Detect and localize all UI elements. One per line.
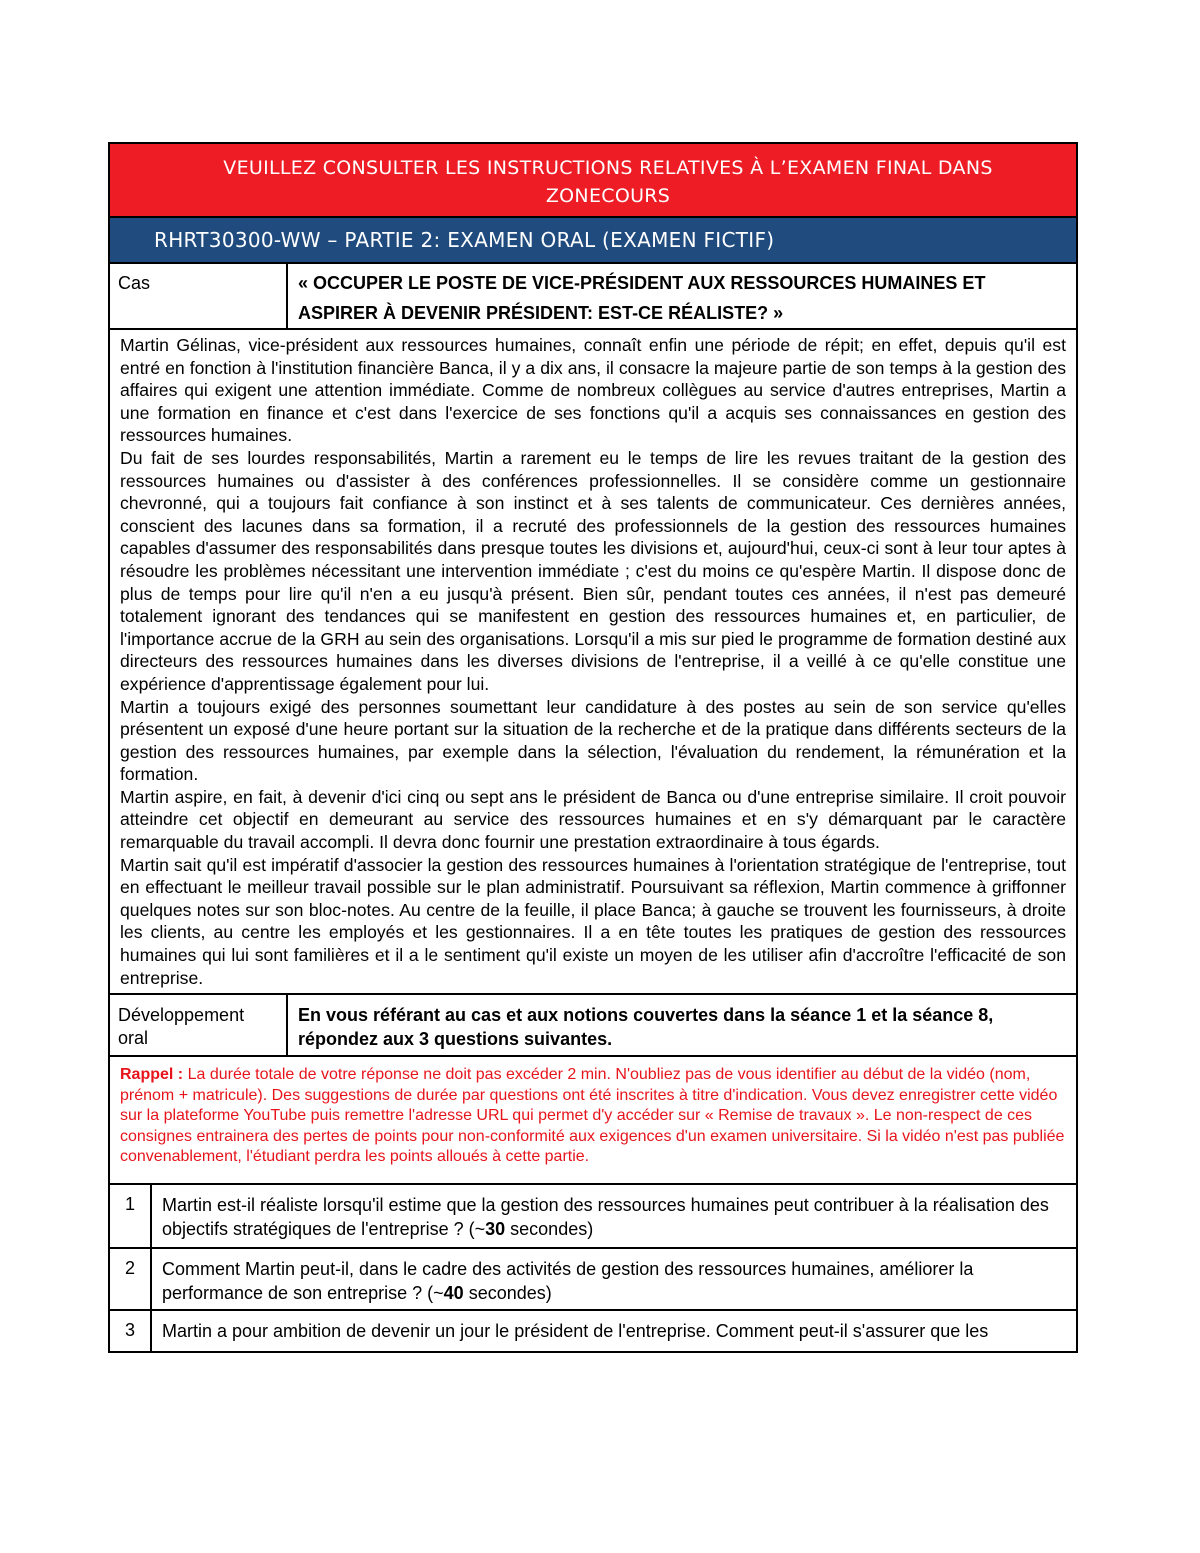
case-paragraph: Du fait de ses lourdes responsabilités, Martin a rarement eu le temps de lire les revues traitant de la gestion des ressources humaines ou d'assister à des conférences professionnelles. Il se considère comme un gestionnaire chevronné, qui a toujours fait confiance à son instinct et à ses talents de communicateur. Ces dernières années, conscient des lacunes dans sa formation, il a recruté des professionnels de la gestion des ressources humaines capables d'assumer des responsabilités dans presque toutes les divisions et, aujourd'hui, ceux-ci sont à leur tour aptes à résoudre les problèmes nécessitant une intervention immédiate ; c'est du moins ce qu'espère Martin. Il dispose donc de plus de temps pour lire qu'il n'en a eu jusqu'à présent. Bien sûr, pendant toutes ces années, il n'est pas demeuré totalement ignorant des tendances qui se manifestent en gestion des ressources humaines et, en particulier, de l'importance accrue de la GRH au sein des organisations. Lorsqu'il a mis sur pied le programme de formation destiné aux directeurs des ressources humaines dans les diverses divisions de l'entreprise, il a veillé à ce qu'elle constitue une expérience d'apprentissage également pour lui. [120, 447, 1066, 694]
course-title-banner: RHRT30300-WW – PARTIE 2: EXAMEN ORAL (EXAMEN FICTIF) [110, 218, 1076, 264]
question-number: 3 [110, 1311, 152, 1351]
question-text-before: Martin est-il réaliste lorsqu'il estime que la gestion des ressources humaines peut contribuer à la réalisation des objectifs stratégiques de l'entreprise ? (~ [162, 1195, 1049, 1240]
case-paragraph: Martin a toujours exigé des personnes soumettant leur candidature à des postes au sein de son service qu'elles présentent un exposé d'une heure portant sur la situation de la recherche et de la pratique dans différents secteurs de la gestion des ressources humaines, par exemple dans la sélection, l'évaluation du rendement, la rémunération et la formation. [120, 696, 1066, 785]
question-text-after: secondes) [463, 1283, 552, 1304]
question-text [152, 1185, 1076, 1247]
question-text-before: Martin a pour ambition de devenir un jour le président de l'entreprise. Comment peut-il s'assurer que les [162, 1321, 989, 1342]
development-row [110, 995, 1076, 1057]
development-instruction: En vous référant au cas et aux notions couvertes dans la séance 1 et la séance 8, répondez aux 3 questions suivantes. [298, 1005, 994, 1050]
question-text-after: secondes) [505, 1219, 594, 1240]
question-number: 2 [110, 1249, 152, 1309]
question-row [110, 1249, 1076, 1311]
question-duration: 40 [443, 1283, 464, 1304]
question-row [110, 1185, 1076, 1249]
reminder-text: La durée totale de votre réponse ne doit pas excéder 2 min. N'oubliez pas de vous identifier au début de la vidéo (nom, prénom + matricule). Des suggestions de durée par questions ont été inscrites à titre d'indication. Vous devez enregistrer cette vidéo sur la plateforme YouTube puis remettre l'adresse URL qui permet d'y accéder sur « Remise de travaux ». Le non-respect de ces consignes entrainera des pertes de points pour non-conformité aux exigences d'un examen universitaire. Si la vidéo n'est pas publiée convenablement, l'étudiant perdra les points alloués à cette partie. [120, 1066, 1065, 1166]
case-story [110, 330, 1076, 995]
exam-sheet [108, 142, 1078, 1353]
question-row [110, 1311, 1076, 1351]
reminder-note [110, 1057, 1076, 1185]
case-paragraph: Martin Gélinas, vice-président aux ressources humaines, connaît enfin une période de répit; en effet, depuis qu'il est entré en fonction à l'institution financière Banca, il y a dix ans, il consacre la majeure partie de son temps à la gestion des affaires qui exigent une attention immédiate. Comme de nombreux collègues au service d'autres entreprises, Martin a une formation en finance et c'est dans l'exercice de ses fonctions qu'il a acquis ses connaissances en gestion des ressources humaines. [120, 335, 1066, 446]
question-number: 1 [110, 1185, 152, 1247]
case-row [110, 264, 1076, 330]
case-title: « OCCUPER LE POSTE DE VICE-PRÉSIDENT AUX RESSOURCES HUMAINES ET ASPIRER À DEVENIR PRÉSIDENT: EST-CE RÉALISTE? » [298, 273, 986, 323]
instructions-banner: VEUILLEZ CONSULTER LES INSTRUCTIONS RELATIVES À L’EXAMEN FINAL DANS ZONECOURS [110, 144, 1076, 218]
development-label: Développement oral [110, 995, 288, 1055]
case-paragraph: Martin aspire, en fait, à devenir d'ici cinq ou sept ans le président de Banca ou d'une entreprise similaire. Il croit pouvoir atteindre cet objectif en demeurant au service des ressources humaines et en s'y démarquant par le caractère remarquable du travail accompli. Il devra donc fournir une prestation extraordinaire à tous égards. [120, 786, 1066, 853]
reminder-lead: Rappel : [120, 1066, 184, 1084]
question-text [152, 1249, 1076, 1309]
question-text [152, 1311, 1076, 1351]
question-text-before: Comment Martin peut-il, dans le cadre des activités de gestion des ressources humaines, améliorer la performance de son entreprise ? (~ [162, 1259, 974, 1304]
case-paragraph: Martin sait qu'il est impératif d'associer la gestion des ressources humaines à l'orientation stratégique de l'entreprise, tout en effectuant le meilleur travail possible sur le plan administratif. Poursuivant sa réflexion, Martin commence à griffonner quelques notes sur son bloc-notes. Au centre de la feuille, il place Banca; à gauche se trouvent les fournisseurs, à droite les clients, au centre les employés et les gestionnaires. Il a en tête toutes les pratiques de gestion des ressources humaines qui lui sont familières et il a le sentiment qu'il existe un moyen de les utiliser afin d'accroître l'efficacité de son entreprise. [120, 854, 1066, 988]
question-duration: 30 [485, 1219, 506, 1240]
case-label: Cas [110, 264, 288, 328]
